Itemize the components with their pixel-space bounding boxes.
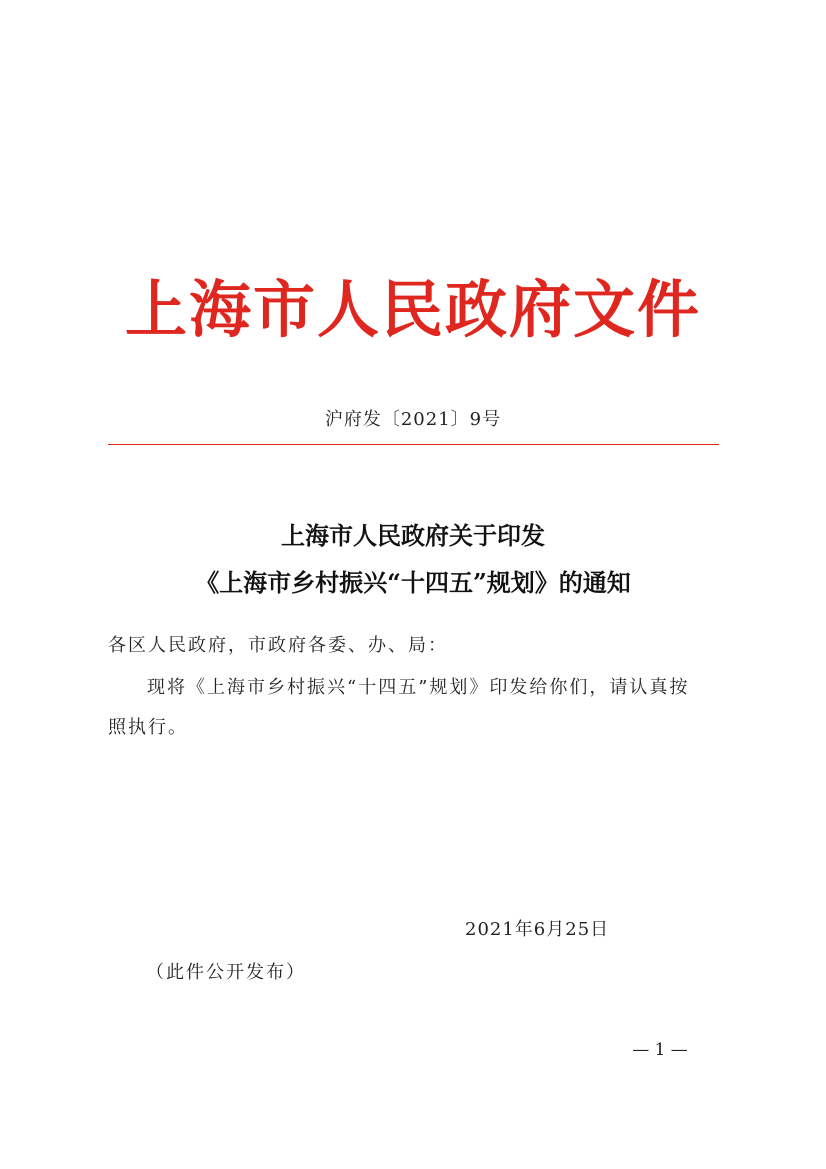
issuer-header: 上海市人民政府文件 [124, 273, 701, 346]
notice-title-line-1: 上海市人民政府关于印发 [281, 521, 545, 550]
document-number: 沪府发〔2021〕9号 [324, 409, 502, 430]
disclosure-note: （此件公开发布） [146, 962, 306, 983]
body-paragraph-line-1: 现将《上海市乡村振兴“十四五”规划》印发给你们，请认真按 [147, 677, 690, 698]
notice-title-line-2: 《上海市乡村振兴“十四五”规划》的通知 [195, 568, 631, 597]
page-number: — 1 — [632, 1040, 688, 1060]
salutation: 各区人民政府，市政府各委、办、局： [108, 635, 448, 656]
body-paragraph-line-2: 照执行。 [108, 717, 188, 738]
issue-date: 2021年6月25日 [465, 919, 610, 940]
red-divider-line [108, 444, 719, 445]
